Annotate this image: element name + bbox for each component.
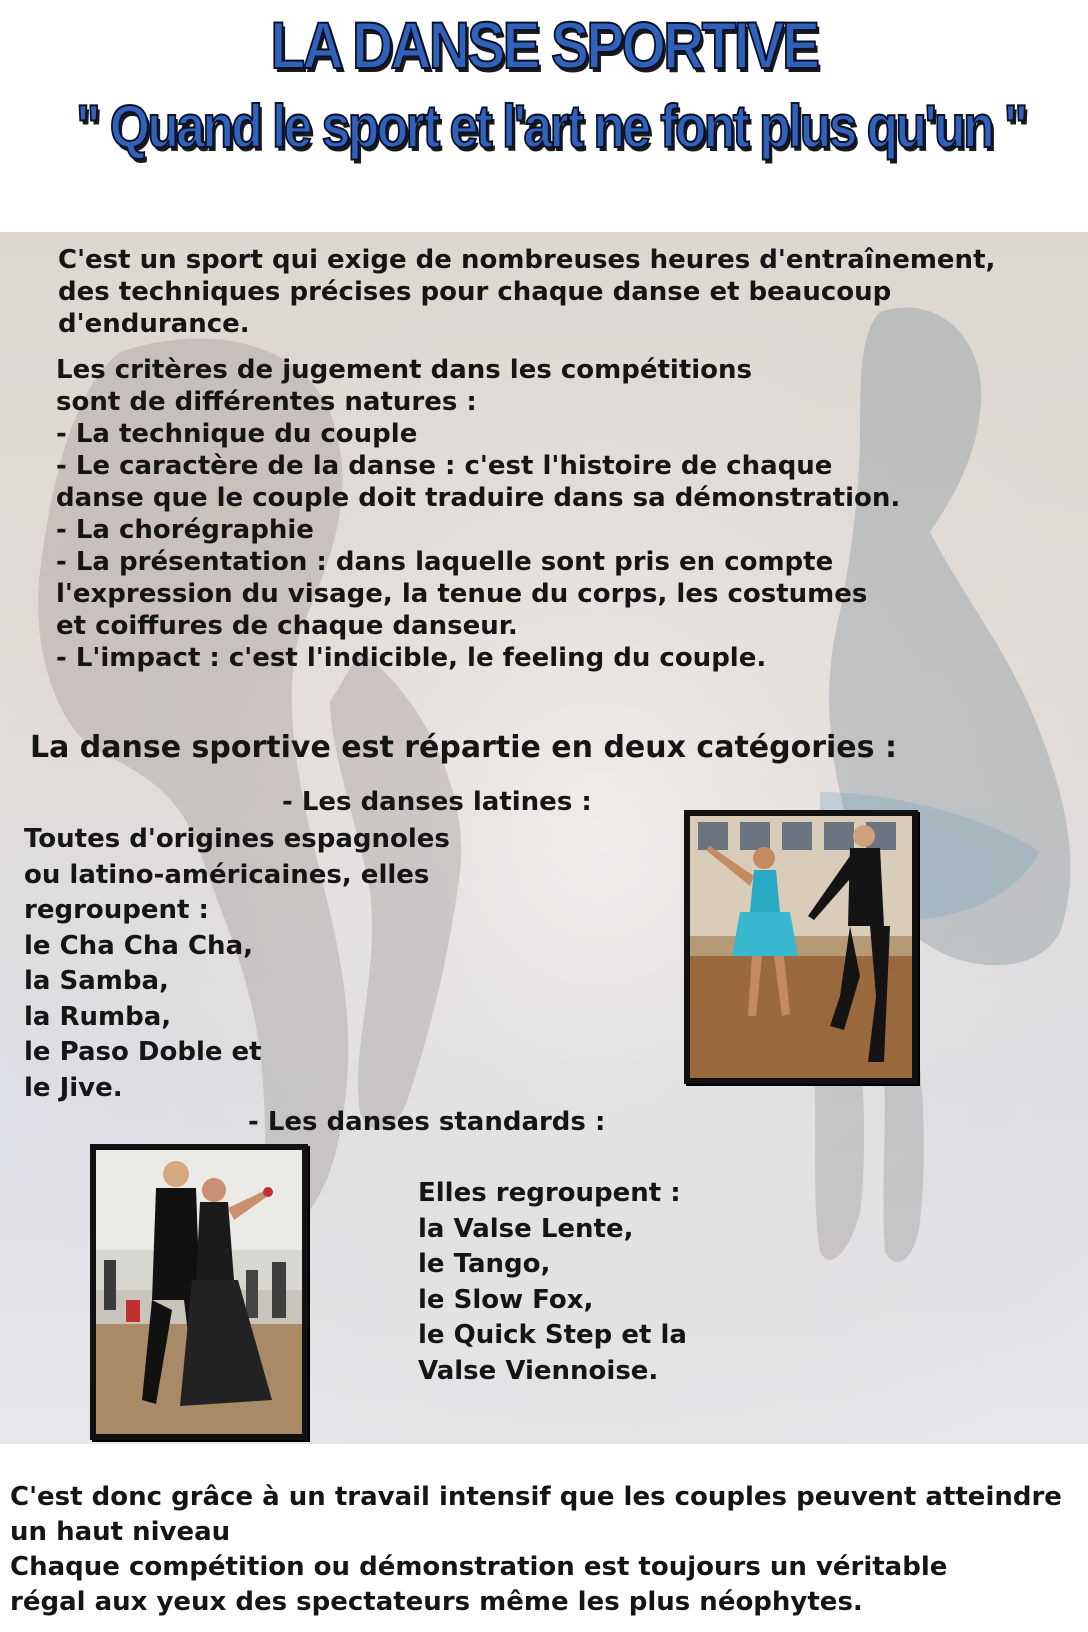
criteria-line: et coiffures de chaque danseur. — [56, 611, 518, 641]
standard-line: le Tango, — [418, 1249, 551, 1279]
latin-dance-photo — [684, 810, 918, 1084]
categories-heading: La danse sportive est répartie en deux catégories : — [30, 730, 897, 765]
intro-paragraph — [58, 244, 995, 340]
conclusion-line: C'est donc grâce à un travail intensif que les couples peuvent atteindre — [10, 1482, 1062, 1512]
page-title — [0, 6, 1088, 166]
standard-line: le Slow Fox, — [418, 1284, 594, 1315]
standard-dancers-image — [96, 1150, 302, 1434]
criteria-line: sont de différentes natures : — [56, 387, 477, 417]
standard-dance-photo — [90, 1144, 308, 1440]
latin-line: regroupent : — [24, 895, 209, 925]
criteria-line: l'expression du visage, la tenue du corps, les costumes — [56, 579, 868, 609]
conclusion-paragraph — [10, 1480, 1062, 1620]
intro-line: C'est un sport qui exige de nombreuses heures d'entraînement, — [58, 245, 996, 275]
criteria-line: Les critères de jugement dans les compétitions — [56, 355, 753, 385]
standard-line: la Valse Lente, — [418, 1213, 634, 1244]
latin-line: le Paso Doble et — [24, 1037, 262, 1067]
criteria-line: - Le caractère de la danse : c'est l'histoire de chaque — [56, 451, 833, 481]
standard-line: Elles regroupent : — [418, 1178, 681, 1208]
latin-heading: - Les danses latines : — [282, 787, 592, 817]
latin-line: Toutes d'origines espagnoles — [24, 824, 450, 854]
latin-line: la Rumba, — [24, 1001, 172, 1032]
latin-dancers-image — [690, 816, 912, 1078]
title-slogan: " Quand le sport et l'art ne font plus qu'un " — [76, 93, 1026, 160]
criteria-line: danse que le couple doit traduire dans sa démonstration. — [56, 483, 901, 513]
intro-line: d'endurance. — [58, 309, 250, 339]
latin-line: ou latino-américaines, elles — [24, 859, 430, 890]
standard-description — [418, 1176, 687, 1389]
latin-line: la Samba, — [24, 966, 169, 996]
conclusion-line: Chaque compétition ou démonstration est toujours un véritable — [10, 1552, 948, 1582]
criteria-line: - La chorégraphie — [56, 515, 314, 545]
criteria-paragraph — [56, 354, 900, 674]
criteria-line: - L'impact : c'est l'indicible, le feeling du couple. — [56, 643, 767, 673]
latin-line: le Jive. — [24, 1072, 123, 1103]
criteria-line: - La présentation : dans laquelle sont pris en compte — [56, 547, 834, 577]
latin-description — [24, 822, 450, 1106]
standard-line: le Quick Step et la — [418, 1320, 687, 1350]
intro-line: des techniques précises pour chaque danse et beaucoup — [58, 277, 892, 307]
criteria-line: - La technique du couple — [56, 419, 418, 449]
latin-line: le Cha Cha Cha, — [24, 930, 253, 961]
conclusion-line: un haut niveau — [10, 1517, 231, 1547]
title-main: LA DANSE SPORTIVE — [270, 8, 818, 82]
standard-heading: - Les danses standards : — [248, 1107, 606, 1137]
conclusion-line: régal aux yeux des spectateurs même les plus néophytes. — [10, 1587, 863, 1617]
standard-line: Valse Viennoise. — [418, 1355, 659, 1386]
